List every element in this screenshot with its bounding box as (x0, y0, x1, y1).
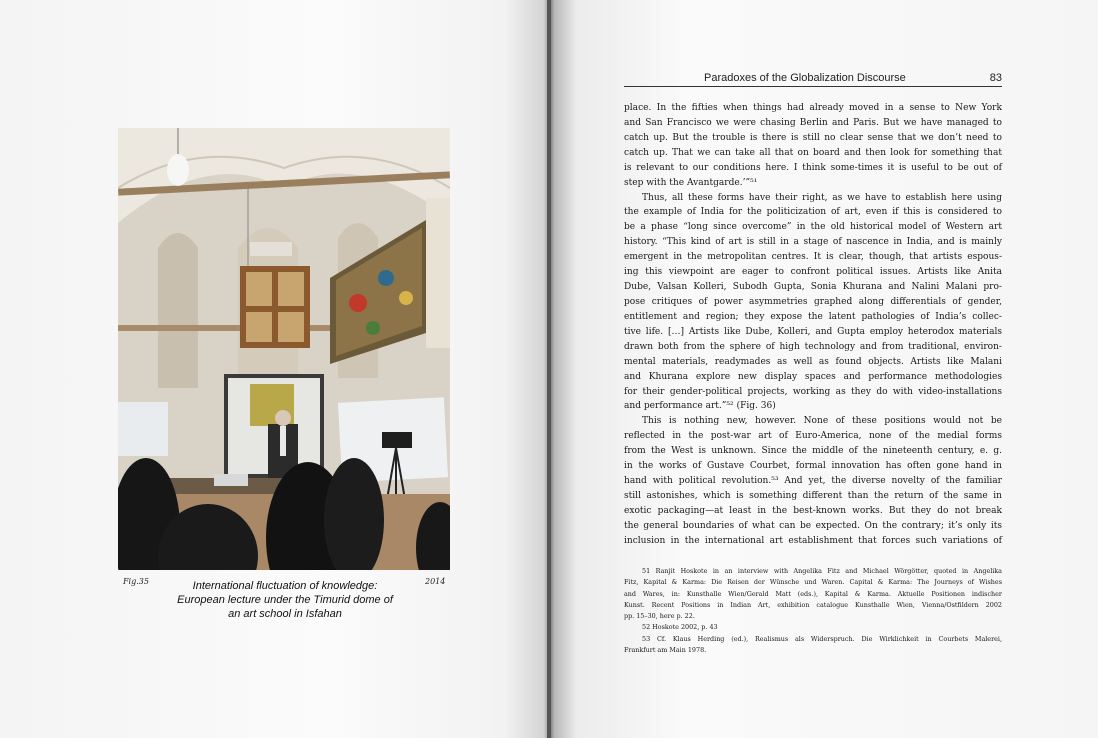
body-line: catch up. But the trouble is there is still no clear sense that we don’t need to (624, 132, 1002, 143)
body-line: ing this viewpoint are eager to confront political issues. Artists like Anita (624, 267, 1002, 278)
body-line: place. In the fifties when things had already moved in a sense to New York (624, 103, 1002, 113)
body-line: and Khurana explore new display spaces and performance methodologies (624, 371, 1002, 382)
body-line: mental materials, readymades as well as found objects. Artists like Malani (624, 356, 1002, 367)
footnote-line: pp. 15–30, here p. 22. (624, 612, 695, 621)
body-line: Dube, Valsan Kolleri, Subodh Gupta, Sonia Khurana and Nalini Malani pro- (624, 282, 1002, 293)
footnote-line: Frankfurt am Main 1978. (624, 646, 707, 655)
body-line: is relevant to our conditions here. I think some-times it is useful to be out of (624, 162, 1002, 173)
body-line: inclusion in the international art establishment that forces such variations of (624, 535, 1002, 546)
body-line: for their gender-political projects, working as they do with video-installations (624, 386, 1002, 397)
body-line: reflected in the post-war art of Euro-America, none of the medial forms (624, 431, 1002, 442)
body-line: still astonishes, which is something different than the return of the same in (624, 490, 1002, 501)
body-text (624, 101, 1002, 549)
figure-number: Fig.35 (123, 577, 149, 586)
body-line: hand with political revolution.⁵³ And yet, the diverse novelty of the familiar (624, 476, 1002, 487)
body-line: Thus, all these forms have their right, as we have to establish here using (642, 192, 1002, 203)
running-head (624, 71, 1002, 87)
body-line: This is nothing new, however. None of these positions would not be (642, 416, 1002, 427)
footnote-line: 52 Hoskote 2002, p. 43 (642, 623, 718, 632)
caption-line: International fluctuation of knowledge: (192, 580, 378, 592)
footnote-line: 53 Cf. Klaus Herding (ed.), Realismus als Widerspruch. Die Wirklichkeit in Courbets Malerei, (642, 634, 1002, 643)
body-line: emergent in the metropolitan centres. It is clear, though, that artists espous- (624, 252, 1002, 263)
footnote-line: and Wares, in: Kunsthalle Wien/Gerald Matt (eds.), Kapital & Karma. Aktuelle Positionen indischer (624, 589, 1002, 598)
body-line: and performance art.”⁵² (Fig. 36) (624, 401, 776, 412)
figure-year: 2014 (425, 577, 446, 586)
body-line: the example of India for the politicization of art, even if this is considered to (624, 207, 1002, 218)
body-line: from the West is unknown. Since the middle of the nineteenth century, e. g. (624, 446, 1002, 457)
body-line: step with the Avantgarde.’”⁵¹ (624, 177, 758, 188)
figure-photo (118, 128, 450, 570)
body-line: history. “This kind of art is still in a stage of nascence in India, and is mainly (624, 237, 1002, 248)
body-line: exotic packaging—at least in the best-known works. But they do not break (624, 505, 1002, 516)
running-head-title: Paradoxes of the Globalization Discourse (704, 72, 906, 84)
body-line: catch up. That we can take all that on board and then look for something that (624, 147, 1002, 158)
body-line: and San Francisco we were chasing Berlin and Paris. But we have managed to (624, 117, 1002, 128)
footnotes (624, 566, 1002, 656)
page-number: 83 (989, 72, 1002, 84)
body-line: entitlement and region; they expose the latent pathologies of India’s collec- (624, 311, 1002, 322)
body-line: pose critiques of power asymmetries graphed along differentials of gender, (624, 296, 1002, 307)
footnote-line: Kunst. Recent Positions in Indian Art, exhibition catalogue Kunsthalle Wien, Vienna/Ostfildern 2002 (624, 600, 1002, 609)
body-line: drawn both from the sphere of high technology and from traditional, environ- (624, 341, 1002, 352)
body-line: be a phase “long since overcome” in the old historical model of Western art (624, 222, 1002, 233)
caption-line: an art school in Isfahan (228, 608, 342, 620)
lecture-hall-photo (118, 128, 450, 570)
body-line: in the works of Gustave Courbet, formal innovation has often gone hand in (624, 461, 1002, 472)
figure-caption (150, 579, 420, 621)
body-line: the general boundaries of what can be expected. On the contrary; it’s only its (624, 520, 1002, 531)
caption-line: European lecture under the Timurid dome of (177, 594, 393, 606)
body-line: tive life. […] Artists like Dube, Kolleri, and Gupta employ heterodox materials (624, 326, 1002, 337)
book-gutter (547, 0, 551, 738)
footnote-line: Fitz, Kapital & Karma: Die Reisen der Wünsche und Waren. Capital & Karma: The Journeys of Wishes (624, 578, 1002, 587)
footnote-line: 51 Ranjit Hoskote in an interview with Angelika Fitz and Michael Wörgötter, quoted in Angelika (642, 567, 1002, 575)
